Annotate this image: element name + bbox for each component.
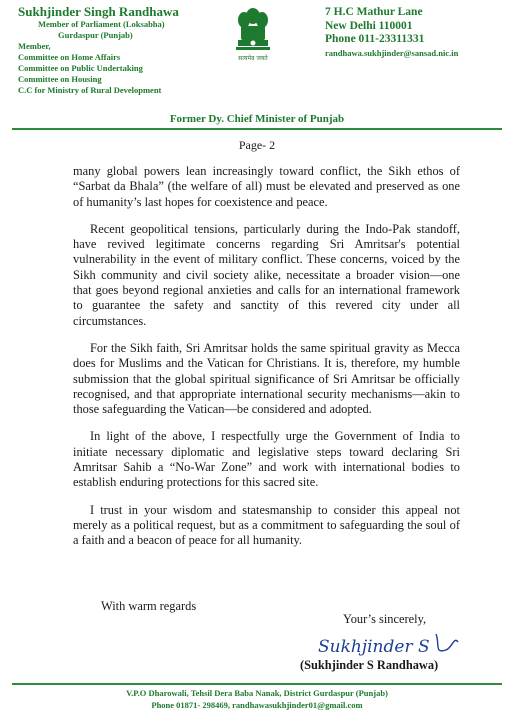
footer-divider — [12, 683, 502, 685]
closing: With warm regards — [101, 599, 197, 613]
phone: Phone 011-23311331 — [325, 33, 425, 45]
committee-2: Committee on Public Undertaking — [18, 63, 143, 73]
signatory-name: (Sukhjinder S Randhawa) — [300, 658, 439, 672]
committee-1: Committee on Home Affairs — [18, 52, 121, 62]
letter-body — [73, 164, 460, 561]
letterhead-left — [18, 4, 228, 96]
letterhead-right — [325, 6, 510, 59]
national-emblem-icon — [233, 4, 273, 66]
footer — [0, 688, 514, 711]
former-title: Former Dy. Chief Minister of Punjab — [169, 113, 345, 125]
address-line-2: New Delhi 110001 — [325, 19, 413, 32]
address-line-1: 7 H.C Mathur Lane — [325, 6, 423, 18]
paragraph-3: For the Sikh faith, Sri Amritsar holds the same spiritual gravity as Mecca does for Muslims and the Vatican for Christians. It is, therefore, my humble submission that the global spiritual significance of Sri Amritsar be officially recognised, and that appropriate international security mechanisms—akin to those safeguarding the Vatican—be considered and adopted. — [73, 340, 460, 417]
paragraph-1: many global powers lean increasingly toward conflict, the Sikh ethos of “Sarbat da Bhala” (the welfare of all) must be elevated and preserved as one of humanity’s last hopes for coexistence and peace. — [73, 164, 460, 209]
sincerely: Your’s sincerely, — [343, 612, 427, 626]
mp-name: Sukhjinder Singh Randhawa — [18, 4, 179, 19]
page-number: Page- 2 — [238, 138, 276, 152]
email: randhawa.sukhjinder@sansad.nic.in — [325, 47, 459, 58]
paragraph-5: I trust in your wisdom and statesmanship to consider this appeal not merely as a political request, but as a commitment to safeguarding the soul of a faith and a beacon of peace for all humanity. — [73, 502, 460, 548]
header-divider — [12, 128, 502, 130]
footer-address: V.P.O Dharowali, Tehsil Dera Baba Nanak, District Gurdaspur (Punjab) — [126, 688, 388, 698]
committee-3: Committee on Housing — [18, 74, 102, 84]
emblem-motto: सत्यमेव जयते — [238, 55, 268, 62]
footer-contact: Phone 01871- 298469, randhawasukhjinder01@gmail.com — [151, 699, 363, 710]
paragraph-4: In light of the above, I respectfully urge the Government of India to initiate necessary diplomatic and legislative steps toward declaring Sri Amritsar Sahib a “No-War Zone” and work with international bodies to establish enduring protections for this sacred site. — [73, 429, 460, 490]
paragraph-2: Recent geopolitical tensions, particularly during the Indo-Pak standoff, have revived legitimate concerns regarding Sri Amritsar's potential vulnerability in the event of military conflict. These concerns, voiced by the Sikh community and civil society alike, necessitate a broader vision—one that goes beyond regional anxieties and calls for an international framework to guarantee the safety and sanctity of this revered city under all circumstances. — [73, 221, 460, 328]
mp-title: Member of Parliament (Loksabha) — [38, 19, 165, 29]
constituency: Gurdaspur (Punjab) — [58, 30, 133, 40]
committee-4: C.C for Ministry of Rural Development — [18, 85, 162, 95]
signature-text: Sukhjinder S — [318, 637, 430, 657]
letterhead — [0, 0, 514, 135]
member-label: Member, — [18, 41, 51, 51]
